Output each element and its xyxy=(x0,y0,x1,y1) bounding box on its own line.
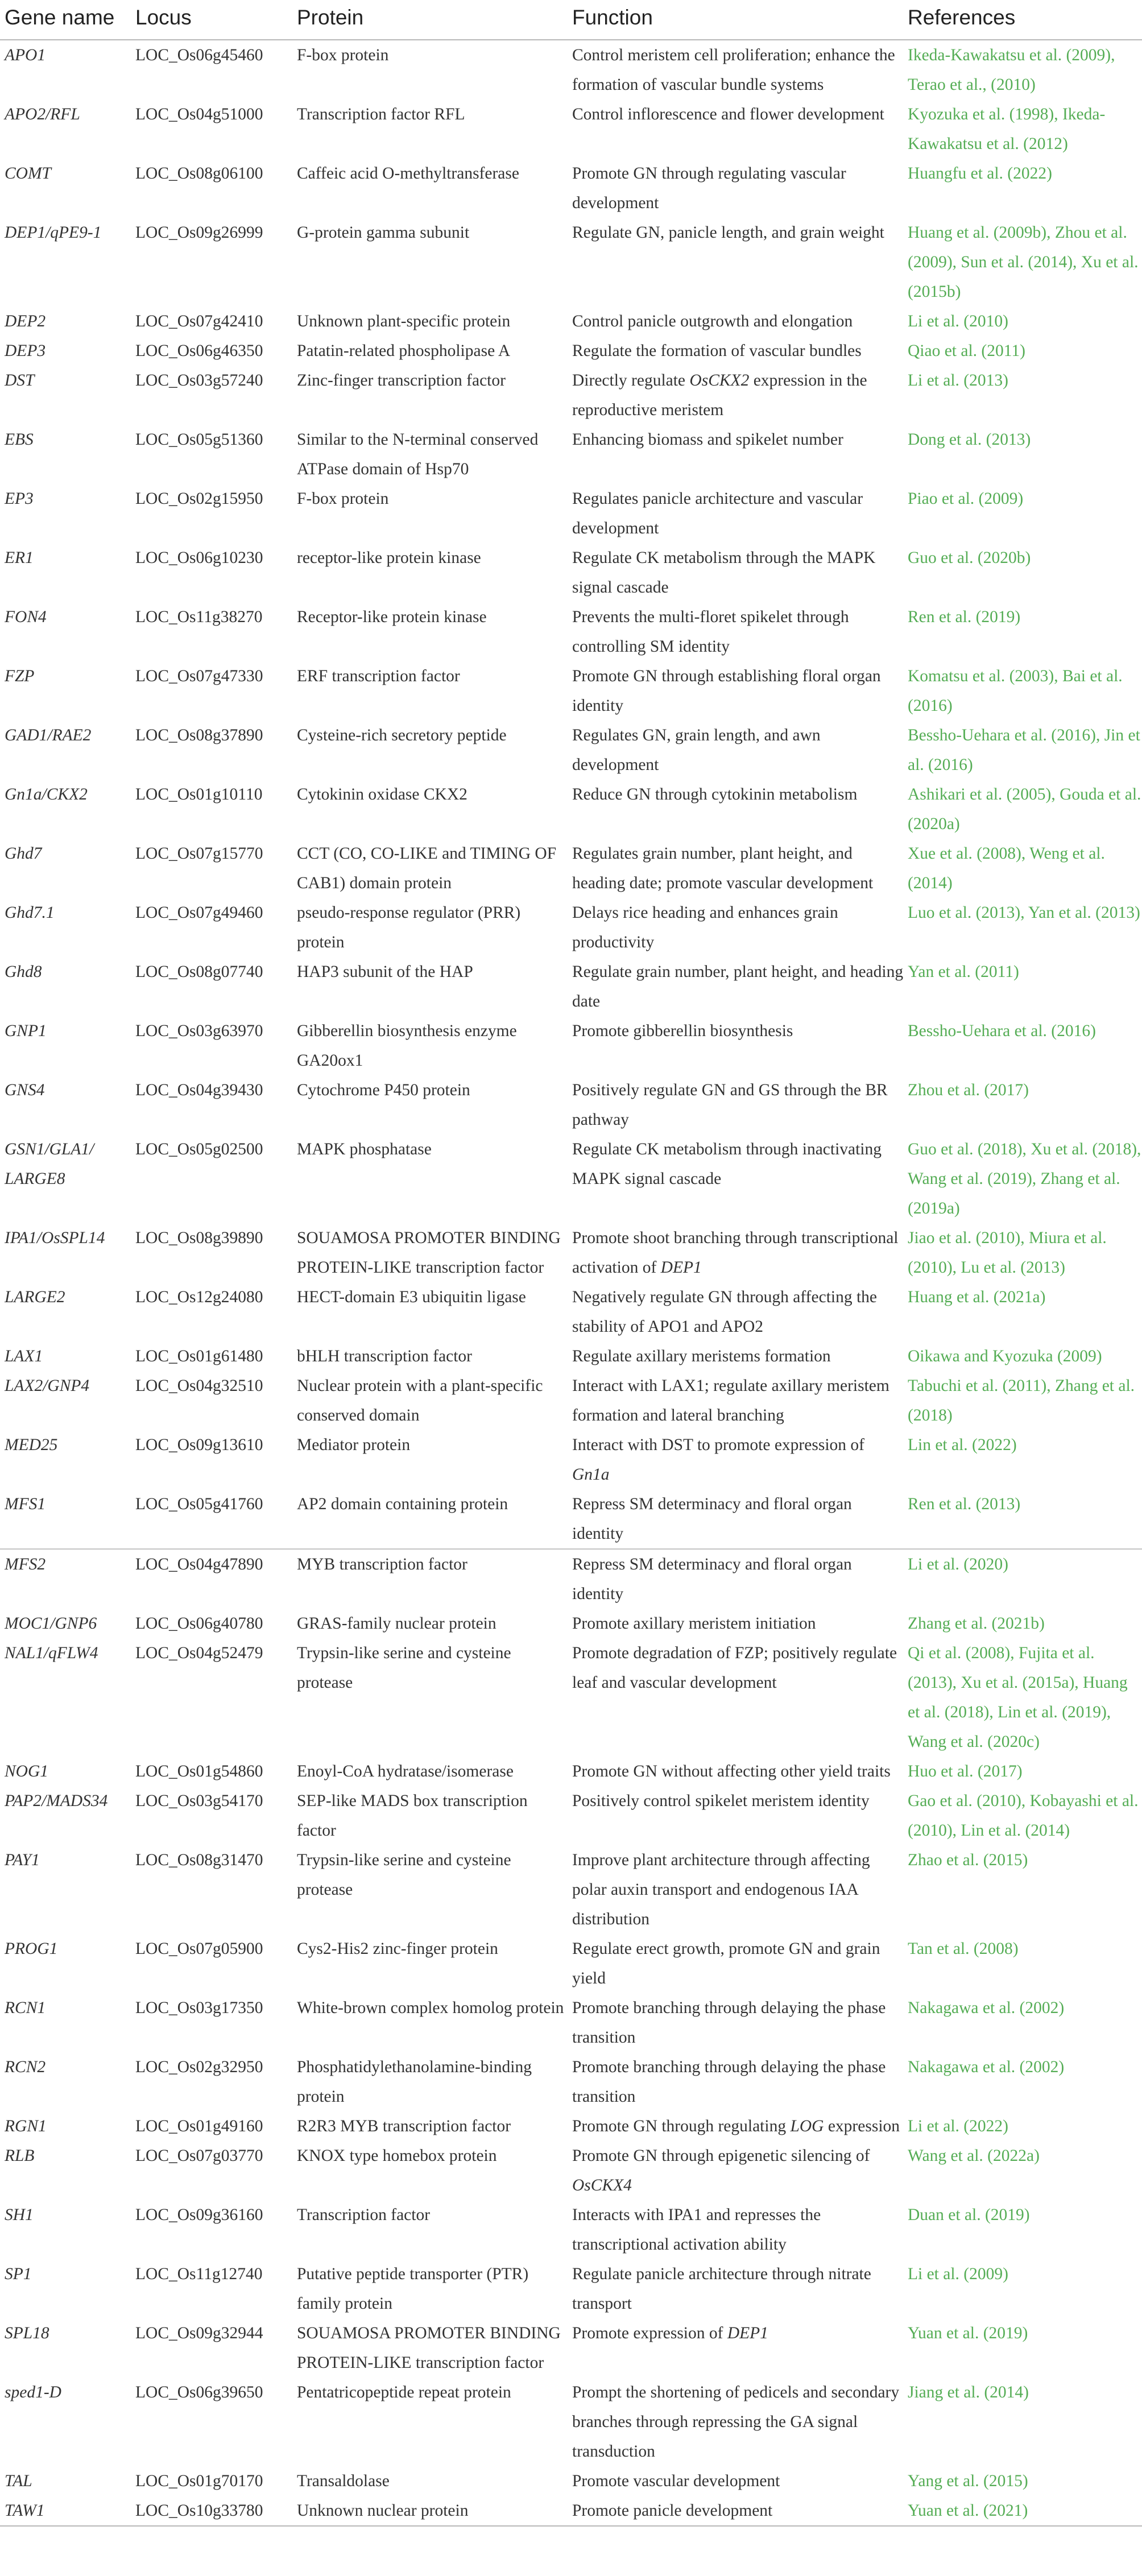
protein-cell: pseudo-response regulator (PRR) protein xyxy=(297,904,521,951)
gene-name-cell: LARGE2 xyxy=(5,1288,65,1306)
locus-cell: LOC_Os03g57240 xyxy=(135,371,263,390)
table-row xyxy=(0,1757,1142,1786)
gene-name-cell: GNS4 xyxy=(5,1081,45,1099)
gene-name-cell: NAL1/qFLW4 xyxy=(5,1644,98,1662)
function-cell: Promote branching through delaying the phase transition xyxy=(572,2058,886,2106)
table-row xyxy=(0,602,1142,661)
protein-cell: Transaldolase xyxy=(297,2472,390,2490)
references-cell: Guo et al. (2018), Xu et al. (2018), Wang et al. (2019), Zhang et al. (2019a) xyxy=(908,1140,1141,1217)
gene-name-cell: FZP xyxy=(5,667,35,685)
gene-name-cell: SP1 xyxy=(5,2265,32,2283)
table-row xyxy=(0,2259,1142,2318)
function-cell: Promote panicle development xyxy=(568,2496,904,2526)
locus-cell: LOC_Os07g42410 xyxy=(135,312,263,330)
function-cell: Promote axillary meristem initiation xyxy=(572,1614,816,1633)
gene-name-cell: GSN1/GLA1/ LARGE8 xyxy=(5,1140,94,1188)
function-cell: Control inflorescence and flower development xyxy=(572,105,884,123)
gene-name-cell: RLB xyxy=(5,2147,35,2165)
references-cell: Duan et al. (2019) xyxy=(908,2206,1030,2224)
references-cell: Kyozuka et al. (1998), Ikeda-Kawakatsu et al. (2012) xyxy=(908,105,1106,153)
gene-name-cell: Ghd7.1 xyxy=(5,904,55,922)
function-cell: Interact with DST to promote expression of Gn1a xyxy=(572,1436,864,1484)
function-cell: Promote degradation of FZP; positively regulate leaf and vascular development xyxy=(572,1644,897,1692)
table-row xyxy=(0,307,1142,336)
gene-name-cell: DEP2 xyxy=(5,312,46,330)
protein-cell: Trypsin-like serine and cysteine protease xyxy=(297,1644,511,1692)
function-cell: Repress SM determinacy and floral organ identity xyxy=(572,1495,852,1543)
function-cell: Regulate CK metabolism through inactivating MAPK signal cascade xyxy=(572,1140,882,1188)
gene-name-cell: Ghd7 xyxy=(5,844,42,863)
table-row xyxy=(0,1016,1142,1075)
function-cell: Regulate CK metabolism through the MAPK signal cascade xyxy=(572,549,876,597)
locus-cell: LOC_Os06g39650 xyxy=(135,2383,263,2401)
gene-name-cell: MFS1 xyxy=(5,1495,46,1513)
locus-cell: LOC_Os08g06100 xyxy=(135,164,263,183)
protein-cell: R2R3 MYB transcription factor xyxy=(297,2117,511,2135)
header-protein: Protein xyxy=(292,0,568,40)
references-cell: Huo et al. (2017) xyxy=(908,1762,1023,1780)
locus-cell: LOC_Os06g46350 xyxy=(135,342,263,360)
function-cell: Promote GN through regulating vascular development xyxy=(572,164,846,212)
locus-cell: LOC_Os04g52479 xyxy=(135,1644,263,1662)
locus-cell: LOC_Os06g10230 xyxy=(135,549,263,567)
table-row xyxy=(0,957,1142,1016)
locus-cell: LOC_Os04g39430 xyxy=(135,1081,263,1099)
protein-cell: SOUAMOSA PROMOTER BINDING PROTEIN-LIKE transcription factor xyxy=(297,1229,561,1277)
locus-cell: LOC_Os05g51360 xyxy=(135,430,263,449)
table-row xyxy=(0,159,1142,218)
gene-name-cell: ER1 xyxy=(5,549,34,567)
function-cell: Control panicle outgrowth and elongation xyxy=(572,312,853,330)
protein-cell: Gibberellin biosynthesis enzyme GA20ox1 xyxy=(297,1022,517,1070)
protein-cell: Nuclear protein with a plant-specific conserved domain xyxy=(297,1377,543,1424)
protein-cell: Pentatricopeptide repeat protein xyxy=(297,2383,511,2401)
locus-cell: LOC_Os04g32510 xyxy=(135,1377,263,1395)
protein-cell: White-brown complex homolog protein xyxy=(297,1999,564,2017)
locus-cell: LOC_Os10g33780 xyxy=(131,2496,292,2526)
table-row xyxy=(0,2141,1142,2200)
protein-cell: HECT-domain E3 ubiquitin ligase xyxy=(297,1288,526,1306)
locus-cell: LOC_Os01g10110 xyxy=(135,785,263,804)
locus-cell: LOC_Os02g32950 xyxy=(135,2058,263,2076)
locus-cell: LOC_Os07g49460 xyxy=(135,904,263,922)
locus-cell: LOC_Os03g63970 xyxy=(135,1022,263,1040)
table-row xyxy=(0,1786,1142,1845)
references-cell: Jiang et al. (2014) xyxy=(908,2383,1029,2401)
references-cell: Gao et al. (2010), Kobayashi et al. (2010), Lin et al. (2014) xyxy=(908,1792,1139,1840)
protein-cell: KNOX type homebox protein xyxy=(297,2147,497,2165)
references-cell: Ren et al. (2019) xyxy=(908,608,1021,626)
function-cell: Promote expression of DEP1 xyxy=(572,2324,768,2342)
references-cell: Zhou et al. (2017) xyxy=(908,1081,1029,1099)
references-cell: Qiao et al. (2011) xyxy=(908,342,1025,360)
locus-cell: LOC_Os11g38270 xyxy=(135,608,263,626)
gene-name-cell: RGN1 xyxy=(5,2117,47,2135)
protein-cell: Cytokinin oxidase CKX2 xyxy=(297,785,467,804)
gene-name-cell: RCN2 xyxy=(5,2058,46,2076)
references-cell: Li et al. (2009) xyxy=(908,2265,1008,2283)
gene-name-cell: LAX2/GNP4 xyxy=(5,1377,90,1395)
locus-cell: LOC_Os08g31470 xyxy=(135,1851,263,1869)
references-cell: Yuan et al. (2019) xyxy=(908,2324,1028,2342)
table-row xyxy=(0,1638,1142,1757)
function-cell: Improve plant architecture through affecting polar auxin transport and endogenous IAA distribution xyxy=(572,1851,870,1928)
table-row xyxy=(0,2318,1142,2378)
protein-cell: MAPK phosphatase xyxy=(297,1140,432,1158)
protein-cell: bHLH transcription factor xyxy=(297,1347,473,1365)
protein-cell: Similar to the N-terminal conserved ATPase domain of Hsp70 xyxy=(297,430,539,478)
references-cell: Bessho-Uehara et al. (2016), Jin et al. (2016) xyxy=(908,726,1140,774)
function-cell: Regulate GN, panicle length, and grain weight xyxy=(572,223,884,242)
references-cell: Tabuchi et al. (2011), Zhang et al. (2018) xyxy=(908,1377,1135,1424)
protein-cell: Caffeic acid O-methyltransferase xyxy=(297,164,519,183)
locus-cell: LOC_Os05g41760 xyxy=(135,1495,263,1513)
header-gene-name: Gene name xyxy=(0,0,131,40)
protein-cell: Zinc-finger transcription factor xyxy=(297,371,506,390)
locus-cell: LOC_Os07g47330 xyxy=(135,667,263,685)
function-cell: Promote GN without affecting other yield traits xyxy=(572,1762,891,1780)
function-cell: Negatively regulate GN through affecting the stability of APO1 and APO2 xyxy=(572,1288,877,1336)
locus-cell: LOC_Os01g49160 xyxy=(135,2117,263,2135)
protein-cell: F-box protein xyxy=(297,46,389,64)
locus-cell: LOC_Os03g17350 xyxy=(135,1999,263,2017)
function-cell: Positively regulate GN and GS through the BR pathway xyxy=(572,1081,888,1129)
function-cell: Directly regulate OsCKX2 expression in the reproductive meristem xyxy=(572,371,867,419)
references-cell: Ren et al. (2013) xyxy=(908,1495,1021,1513)
gene-name-cell: MOC1/GNP6 xyxy=(5,1614,97,1633)
references-cell: Li et al. (2013) xyxy=(908,371,1008,390)
protein-cell: Unknown nuclear protein xyxy=(292,2496,568,2526)
table-row xyxy=(0,839,1142,898)
locus-cell: LOC_Os02g15950 xyxy=(135,490,263,508)
references-cell: Yang et al. (2015) xyxy=(908,2472,1028,2490)
locus-cell: LOC_Os07g03770 xyxy=(135,2147,263,2165)
locus-cell: LOC_Os09g13610 xyxy=(135,1436,263,1454)
function-cell: Regulate panicle architecture through nitrate transport xyxy=(572,2265,871,2313)
references-cell: Piao et al. (2009) xyxy=(908,490,1024,508)
protein-cell: GRAS-family nuclear protein xyxy=(297,1614,496,1633)
gene-name-cell: Ghd8 xyxy=(5,963,42,981)
references-cell: Bessho-Uehara et al. (2016) xyxy=(908,1022,1096,1040)
references-cell: Yuan et al. (2021) xyxy=(904,2496,1142,2526)
protein-cell: receptor-like protein kinase xyxy=(297,549,481,567)
references-cell: Ikeda-Kawakatsu et al. (2009), Terao et al., (2010) xyxy=(908,46,1115,94)
references-cell: Komatsu et al. (2003), Bai et al. (2016) xyxy=(908,667,1123,715)
protein-cell: Mediator protein xyxy=(297,1436,411,1454)
gene-name-cell: TAW1 xyxy=(0,2496,131,2526)
function-cell: Positively control spikelet meristem identity xyxy=(572,1792,870,1810)
protein-cell: Transcription factor xyxy=(297,2206,431,2224)
gene-name-cell: DEP3 xyxy=(5,342,46,360)
protein-cell: Cytochrome P450 protein xyxy=(297,1081,470,1099)
gene-name-cell: EBS xyxy=(5,430,34,449)
table-row xyxy=(0,1371,1142,1430)
function-cell: Promote gibberellin biosynthesis xyxy=(572,1022,793,1040)
protein-cell: Phosphatidylethanolamine-binding protein xyxy=(297,2058,532,2106)
references-cell: Huang et al. (2009b), Zhou et al. (2009), Sun et al. (2014), Xu et al. (2015b) xyxy=(908,223,1139,301)
gene-name-cell: APO1 xyxy=(5,46,46,64)
table-row xyxy=(0,1489,1142,1549)
gene-name-cell: RCN1 xyxy=(5,1999,46,2017)
gene-name-cell: Gn1a/CKX2 xyxy=(5,785,88,804)
gene-name-cell: SH1 xyxy=(5,2206,34,2224)
function-cell: Promote branching through delaying the phase transition xyxy=(572,1999,886,2047)
function-cell: Regulate axillary meristems formation xyxy=(572,1347,831,1365)
table-row xyxy=(0,661,1142,720)
gene-name-cell: TAL xyxy=(5,2472,32,2490)
function-cell: Regulates panicle architecture and vascular development xyxy=(572,490,863,537)
function-cell: Promote GN through epigenetic silencing of OsCKX4 xyxy=(572,2147,870,2194)
table-row xyxy=(0,1341,1142,1371)
table-row xyxy=(0,40,1142,100)
references-cell: Zhang et al. (2021b) xyxy=(908,1614,1045,1633)
table-row xyxy=(0,1075,1142,1134)
function-cell: Prompt the shortening of pedicels and secondary branches through repressing the GA signal transduction xyxy=(572,2383,900,2461)
table-row xyxy=(0,543,1142,602)
function-cell: Delays rice heading and enhances grain productivity xyxy=(572,904,838,951)
references-cell: Zhao et al. (2015) xyxy=(908,1851,1028,1869)
locus-cell: LOC_Os08g37890 xyxy=(135,726,263,744)
references-cell: Nakagawa et al. (2002) xyxy=(908,1999,1065,2017)
header-locus: Locus xyxy=(131,0,292,40)
function-cell: Control meristem cell proliferation; enhance the formation of vascular bundle systems xyxy=(572,46,895,94)
table-row xyxy=(0,1223,1142,1282)
gene-name-cell: DEP1/qPE9-1 xyxy=(5,223,102,242)
table-body xyxy=(0,40,1142,2526)
table-row xyxy=(0,2378,1142,2466)
references-cell: Lin et al. (2022) xyxy=(908,1436,1017,1454)
gene-name-cell: COMT xyxy=(5,164,51,183)
table-row xyxy=(0,2496,1142,2526)
references-cell: Yan et al. (2011) xyxy=(908,963,1019,981)
locus-cell: LOC_Os07g15770 xyxy=(135,844,263,863)
function-cell: Promote shoot branching through transcriptional activation of DEP1 xyxy=(572,1229,899,1277)
function-cell: Regulate grain number, plant height, and heading date xyxy=(572,963,904,1010)
references-cell: Li et al. (2022) xyxy=(908,2117,1008,2135)
function-cell: Promote GN through establishing floral organ identity xyxy=(572,667,881,715)
table-row xyxy=(0,2200,1142,2259)
table-row xyxy=(0,425,1142,484)
table-row xyxy=(0,336,1142,366)
table-row xyxy=(0,2111,1142,2141)
function-cell: Interact with LAX1; regulate axillary meristem formation and lateral branching xyxy=(572,1377,889,1424)
gene-name-cell: FON4 xyxy=(5,608,47,626)
table-row xyxy=(0,366,1142,425)
references-cell: Guo et al. (2020b) xyxy=(908,549,1031,567)
gene-name-cell: GNP1 xyxy=(5,1022,47,1040)
table-row xyxy=(0,720,1142,780)
locus-cell: LOC_Os01g54860 xyxy=(135,1762,263,1780)
references-cell: Qi et al. (2008), Fujita et al. (2013), Xu et al. (2015a), Huang et al. (2018), Lin et al. (2019), Wang et al. (2020c) xyxy=(908,1644,1128,1751)
gene-name-cell: IPA1/OsSPL14 xyxy=(5,1229,105,1247)
table-row xyxy=(0,100,1142,159)
gene-name-cell: sped1-D xyxy=(5,2383,61,2401)
references-cell: Li et al. (2010) xyxy=(908,312,1008,330)
gene-name-cell: NOG1 xyxy=(5,1762,49,1780)
protein-cell: G-protein gamma subunit xyxy=(297,223,470,242)
protein-cell: SEP-like MADS box transcription factor xyxy=(297,1792,528,1840)
table-row xyxy=(0,218,1142,307)
table-row xyxy=(0,2466,1142,2496)
table-row xyxy=(0,1934,1142,1993)
gene-name-cell: PROG1 xyxy=(5,1940,58,1958)
table-row xyxy=(0,2052,1142,2111)
references-cell: Huang et al. (2021a) xyxy=(908,1288,1046,1306)
header-row xyxy=(0,0,1142,40)
protein-cell: Transcription factor RFL xyxy=(297,105,465,123)
protein-cell: Receptor-like protein kinase xyxy=(297,608,487,626)
gene-name-cell: SPL18 xyxy=(5,2324,49,2342)
locus-cell: LOC_Os09g36160 xyxy=(135,2206,263,2224)
locus-cell: LOC_Os05g02500 xyxy=(135,1140,263,1158)
table-row xyxy=(0,898,1142,957)
gene-name-cell: GAD1/RAE2 xyxy=(5,726,92,744)
gene-name-cell: MED25 xyxy=(5,1436,58,1454)
protein-cell: F-box protein xyxy=(297,490,389,508)
function-cell: Enhancing biomass and spikelet number xyxy=(572,430,843,449)
locus-cell: LOC_Os01g70170 xyxy=(135,2472,263,2490)
gene-name-cell: DST xyxy=(5,371,35,390)
locus-cell: LOC_Os01g61480 xyxy=(135,1347,263,1365)
locus-cell: LOC_Os04g51000 xyxy=(135,105,263,123)
protein-cell: AP2 domain containing protein xyxy=(297,1495,508,1513)
locus-cell: LOC_Os07g05900 xyxy=(135,1940,263,1958)
function-cell: Reduce GN through cytokinin metabolism xyxy=(572,785,858,804)
protein-cell: SOUAMOSA PROMOTER BINDING PROTEIN-LIKE transcription factor xyxy=(297,2324,561,2372)
protein-cell: Cysteine-rich secretory peptide xyxy=(297,726,507,744)
function-cell: Regulates GN, grain length, and awn development xyxy=(572,726,821,774)
function-cell: Interacts with IPA1 and represses the transcriptional activation ability xyxy=(572,2206,821,2254)
function-cell: Regulate the formation of vascular bundles xyxy=(572,342,862,360)
references-cell: Dong et al. (2013) xyxy=(908,430,1031,449)
protein-cell: HAP3 subunit of the HAP xyxy=(297,963,473,981)
locus-cell: LOC_Os11g12740 xyxy=(135,2265,263,2283)
gene-name-cell: APO2/RFL xyxy=(5,105,80,123)
table-row xyxy=(0,1609,1142,1638)
locus-cell: LOC_Os09g32944 xyxy=(135,2324,263,2342)
locus-cell: LOC_Os08g07740 xyxy=(135,963,263,981)
table-row xyxy=(0,1845,1142,1934)
gene-name-cell: LAX1 xyxy=(5,1347,43,1365)
header-references: References xyxy=(904,0,1142,40)
locus-cell: LOC_Os03g54170 xyxy=(135,1792,263,1810)
locus-cell: LOC_Os06g40780 xyxy=(135,1614,263,1633)
locus-cell: LOC_Os06g45460 xyxy=(135,46,263,64)
table-row xyxy=(0,1282,1142,1341)
protein-cell: Patatin-related phospholipase A xyxy=(297,342,511,360)
header-function: Function xyxy=(568,0,904,40)
gene-name-cell: PAP2/MADS34 xyxy=(5,1792,108,1810)
references-cell: Oikawa and Kyozuka (2009) xyxy=(908,1347,1102,1365)
gene-name-cell: MFS2 xyxy=(0,1549,131,1609)
protein-cell: ERF transcription factor xyxy=(297,667,460,685)
gene-name-cell: PAY1 xyxy=(5,1851,40,1869)
function-cell: Regulates grain number, plant height, and heading date; promote vascular development xyxy=(572,844,874,892)
function-cell: Prevents the multi-floret spikelet through controlling SM identity xyxy=(572,608,849,656)
locus-cell: LOC_Os09g26999 xyxy=(135,223,263,242)
references-cell: Nakagawa et al. (2002) xyxy=(908,2058,1065,2076)
protein-cell: Trypsin-like serine and cysteine protease xyxy=(297,1851,511,1899)
function-cell: Promote GN through regulating LOG expression xyxy=(572,2117,900,2135)
references-cell: Huangfu et al. (2022) xyxy=(908,164,1052,183)
table-row xyxy=(0,484,1142,543)
references-cell: Xue et al. (2008), Weng et al. (2014) xyxy=(908,844,1105,892)
references-cell: Tan et al. (2008) xyxy=(908,1940,1019,1958)
references-cell: Wang et al. (2022a) xyxy=(908,2147,1040,2165)
function-cell: Regulate erect growth, promote GN and grain yield xyxy=(572,1940,880,1987)
protein-cell: Enoyl-CoA hydratase/isomerase xyxy=(297,1762,514,1780)
function-cell: Repress SM determinacy and floral organ identity xyxy=(568,1549,904,1609)
references-cell: Jiao et al. (2010), Miura et al. (2010), Lu et al. (2013) xyxy=(908,1229,1107,1277)
protein-cell: Putative peptide transporter (PTR) family protein xyxy=(297,2265,529,2313)
table-row xyxy=(0,1993,1142,2052)
references-cell: Li et al. (2020) xyxy=(904,1549,1142,1609)
references-cell: Ashikari et al. (2005), Gouda et al. (2020a) xyxy=(908,785,1141,833)
locus-cell: LOC_Os04g47890 xyxy=(131,1549,292,1609)
locus-cell: LOC_Os12g24080 xyxy=(135,1288,263,1306)
locus-cell: LOC_Os08g39890 xyxy=(135,1229,263,1247)
gene-name-cell: EP3 xyxy=(5,490,34,508)
protein-cell: Unknown plant-specific protein xyxy=(297,312,511,330)
references-cell: Luo et al. (2013), Yan et al. (2013) xyxy=(908,904,1140,922)
protein-cell: MYB transcription factor xyxy=(292,1549,568,1609)
protein-cell: CCT (CO, CO-LIKE and TIMING OF CAB1) domain protein xyxy=(297,844,557,892)
table-row xyxy=(0,1430,1142,1489)
function-cell: Promote vascular development xyxy=(572,2472,780,2490)
table-row xyxy=(0,1134,1142,1223)
table-row xyxy=(0,780,1142,839)
table-row xyxy=(0,1549,1142,1609)
protein-cell: Cys2-His2 zinc-finger protein xyxy=(297,1940,498,1958)
